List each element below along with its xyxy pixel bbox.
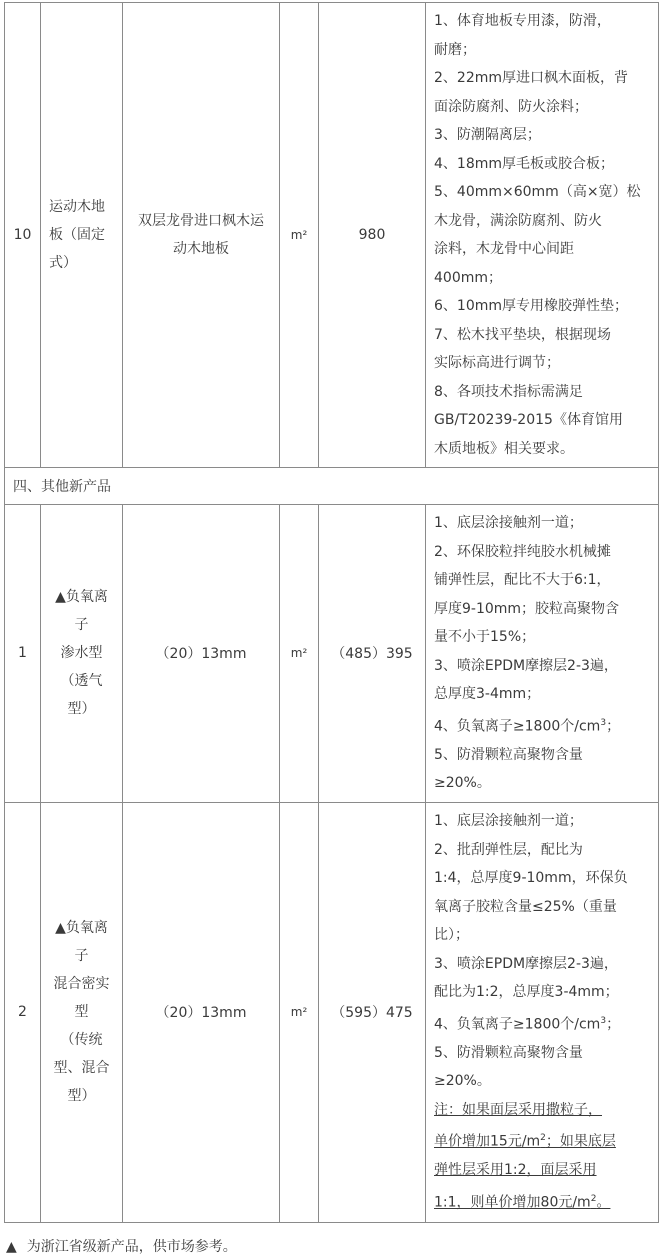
- table-row: [5, 3, 659, 468]
- spec-line: ≥20%。: [434, 775, 491, 792]
- spec-line: 量不小于15%；: [434, 629, 536, 645]
- spec-line: 7、松木找平垫块，根据现场: [434, 326, 611, 343]
- spec-line: 6、10mm厚专用橡胶弹性垫；: [434, 298, 628, 314]
- spec-line: 实际标高进行调节；: [434, 355, 560, 371]
- spec-list: [426, 802, 659, 1222]
- spec-line: 3、喷涂EPDM摩擦层2-3遍，: [434, 657, 618, 674]
- spec-list: [426, 3, 659, 468]
- triangle-marker: ▲: [6, 1239, 17, 1255]
- unit: m²: [280, 505, 319, 803]
- spec-line: 厚度9-10mm；胶粒高聚物含: [434, 600, 620, 617]
- spec-line: 4、18mm厚毛板或胶合板；: [434, 155, 614, 172]
- product-description: （20）13mm: [123, 802, 280, 1222]
- spec-line: 3、防潮隔离层；: [434, 127, 541, 143]
- note-line: 注：如果面层采用撒粒子，: [434, 1101, 602, 1118]
- note-line: 单价增加15元$/m^2$；如果底层: [434, 1133, 616, 1150]
- spec-line: 面涂防腐剂、防火涂料；: [434, 98, 588, 115]
- footnote: [6, 1236, 237, 1256]
- spec-line: 耐磨；: [434, 41, 476, 58]
- spec-line: 5、防滑颗粒高聚物含量: [434, 746, 583, 763]
- spec-line: 氧离子胶粒含量≤25%（重量: [434, 898, 617, 915]
- section-title: 四、其他新产品: [5, 468, 659, 505]
- product-spec-table: [4, 2, 659, 1223]
- product-name: 运动木地 板（固定 式）: [41, 3, 123, 468]
- row-number: 1: [5, 505, 41, 803]
- price: （595）475: [319, 802, 426, 1222]
- spec-line: 8、各项技术指标需满足: [434, 383, 583, 400]
- spec-line: 2、批刮弹性层，配比为: [434, 841, 583, 858]
- price: （485）395: [319, 505, 426, 803]
- spec-line: 1:4，总厚度9-10mm，环保负: [434, 870, 628, 887]
- note-line: 弹性层采用1:2，面层采用: [434, 1162, 597, 1179]
- spec-list: [426, 505, 659, 803]
- row-number: 2: [5, 802, 41, 1222]
- spec-line: 木质地板》相关要求。: [434, 440, 574, 457]
- table-row: [5, 505, 659, 803]
- note-line: 1:1，则单价增加80元$/m^2$。: [434, 1193, 611, 1211]
- product-name: ▲负氧离 子 混合密实 型 （传统 型、混合 型）: [41, 802, 123, 1222]
- spec-line-ion: 4、负氧离子≥1800个$/cm^3$；: [434, 717, 621, 735]
- spec-line: 配比为1:2，总厚度3-4mm；: [434, 984, 619, 1001]
- spec-line-ion: 4、负氧离子≥1800个$/cm^3$；: [434, 1015, 621, 1033]
- spec-line: 木龙骨，满涂防腐剂、防火: [434, 212, 602, 229]
- spec-line: 5、40mm×60mm（高×宽）松: [434, 184, 641, 200]
- product-description: （20）13mm: [123, 505, 280, 803]
- section-row: [5, 468, 659, 505]
- spec-line: 1、体育地板专用漆，防滑，: [434, 13, 611, 29]
- spec-line: 400mm；: [434, 269, 502, 286]
- spec-line: 2、22mm厚进口枫木面板，背: [434, 70, 628, 86]
- price: 980: [319, 3, 426, 468]
- product-name: ▲负氧离 子 渗水型 （透气 型）: [41, 505, 123, 803]
- spec-line: 铺弹性层，配比不大于6:1，: [434, 572, 611, 588]
- spec-line: 1、底层涂接触剂一道；: [434, 515, 583, 531]
- spec-line: 5、防滑颗粒高聚物含量: [434, 1044, 583, 1061]
- unit: m²: [280, 802, 319, 1222]
- spec-line: 2、环保胶粒拌纯胶水机械摊: [434, 543, 611, 560]
- spec-line: 总厚度3-4mm；: [434, 686, 541, 702]
- spec-line: 比）；: [434, 927, 469, 944]
- table-row: [5, 802, 659, 1222]
- spec-line: 1、底层涂接触剂一道；: [434, 813, 583, 830]
- footnote-text: 为浙江省级新产品，供市场参考。: [26, 1239, 237, 1255]
- spec-line: 涂料，木龙骨中心间距: [434, 241, 574, 257]
- spec-line: ≥20%。: [434, 1073, 491, 1090]
- spec-line: GB/T20239-2015《体育馆用: [434, 412, 623, 428]
- row-number: 10: [5, 3, 41, 468]
- product-description: 双层龙骨进口枫木运 动木地板: [123, 3, 280, 468]
- spec-line: 3、喷涂EPDM摩擦层2-3遍，: [434, 955, 618, 972]
- unit: m²: [280, 3, 319, 468]
